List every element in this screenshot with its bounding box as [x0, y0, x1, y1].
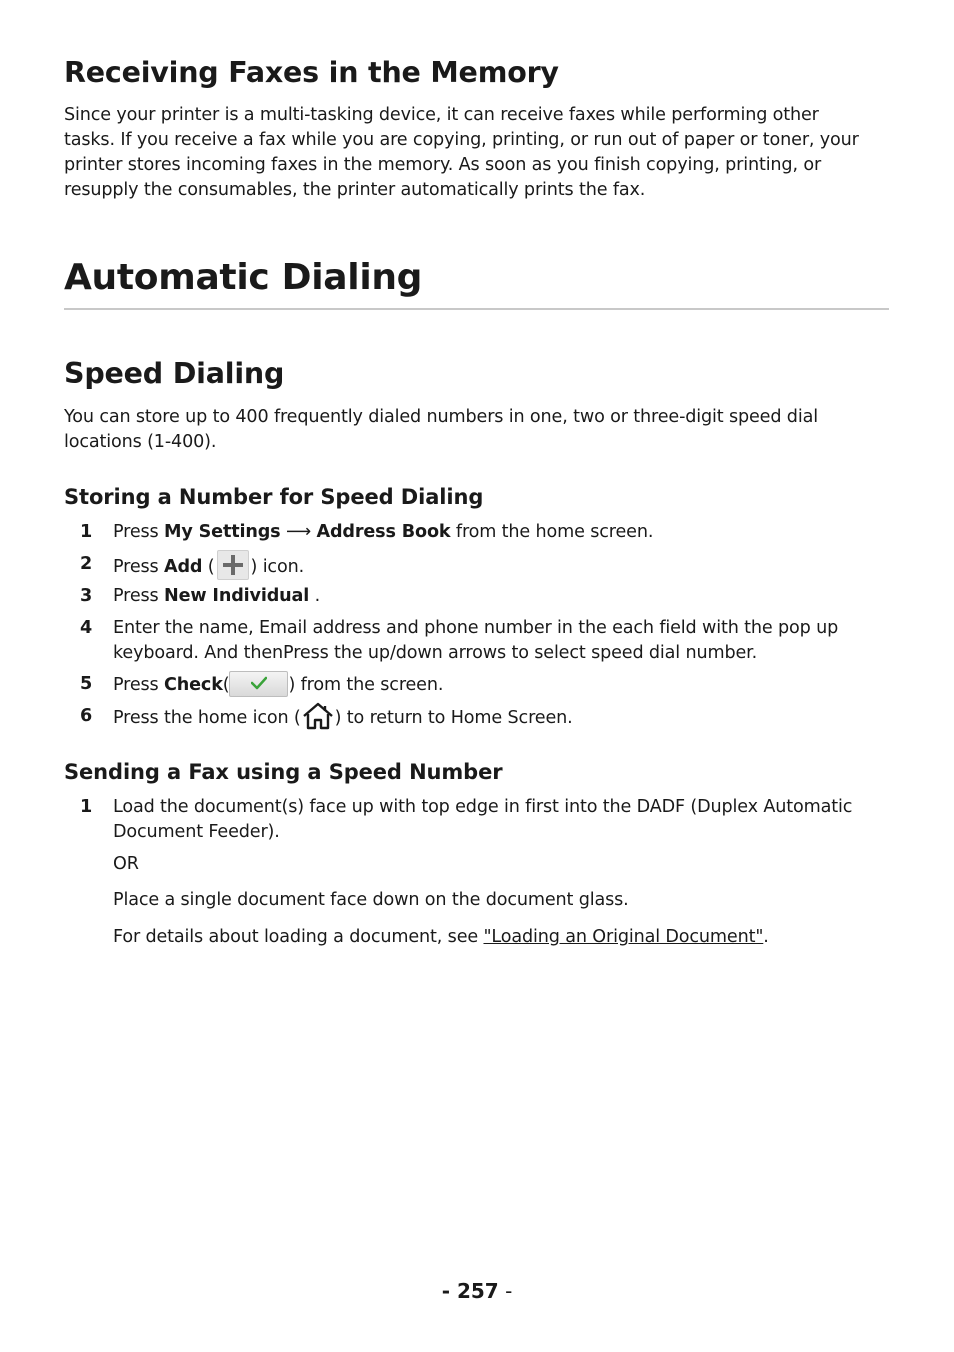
- speed-dialing-paragraph: You can store up to 400 frequently dialed numbers in one, two or three-digit speed dial locations (1-400).: [64, 407, 818, 452]
- loading-original-document-link[interactable]: "Loading an Original Document": [483, 927, 764, 947]
- add-icon: [217, 550, 249, 580]
- page-number: - 257 -: [441, 1279, 513, 1303]
- check-icon: [229, 671, 288, 697]
- subheading-storing-number: Storing a Number for Speed Dialing: [64, 485, 484, 509]
- or-text: OR: [113, 854, 139, 874]
- home-icon: [301, 702, 335, 730]
- subheading-sending-fax: Sending a Fax using a Speed Number: [64, 760, 503, 784]
- place-document-text: Place a single document face down on the document glass.: [113, 890, 629, 910]
- receiving-faxes-paragraph: Since your printer is a multi-tasking device, it can receive faxes while performing other tasks. If you receive a fax while you are copying, printing, or run out of paper or toner, your printer stores incoming faxes in the memory. As soon as you finish copying, printing, or resupply the consumables, the printer automatically prints the fax.: [64, 105, 859, 200]
- arrow-right-icon: ⟶: [285, 522, 312, 542]
- details-text: For details about loading a document, see "Loading an Original Document".: [113, 927, 769, 947]
- chapter-divider: [64, 308, 889, 310]
- section-heading-receiving-faxes: Receiving Faxes in the Memory: [64, 56, 559, 89]
- section-heading-speed-dialing: Speed Dialing: [64, 357, 285, 390]
- chapter-heading: Automatic Dialing: [64, 257, 423, 298]
